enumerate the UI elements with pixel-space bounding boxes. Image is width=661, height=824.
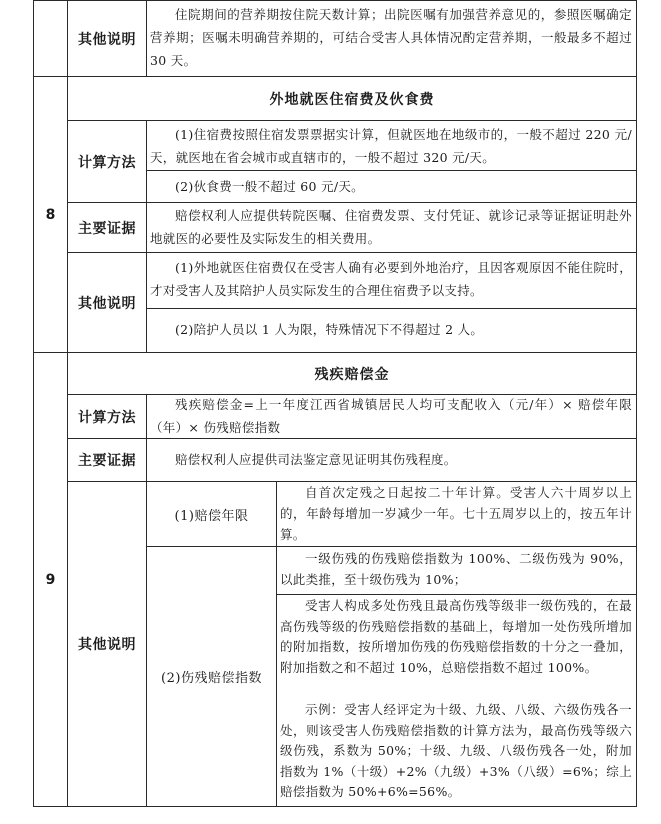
row-divider [67,120,637,121]
row9-other-label: 其他说明 [78,637,136,653]
row9-index-text-1: 一级伤残的伤残赔偿指数为 100%、二级伤残为 90%，以此类推，至十级伤残为 10%； [280,551,632,587]
row9-index-label: (2)伤残赔偿指数 [161,671,262,686]
row9-evidence-label: 主要证据 [78,453,136,469]
row9-calc-text: 残疾赔偿金=上一年度江西省城镇居民人均可支配收入（元/年）× 赔偿年限（年）× 伤残赔偿指数 [150,397,632,435]
row8-other-text-1: (1)外地就医住宿费仅在受害人确有必要到外地治疗，且因客观原因不能住院时，才对受害人及其陪护人员实际发生的合理住宿费予以支持。 [150,260,632,298]
row-divider [67,252,637,253]
row9-years-label: (1)赔偿年限 [174,508,249,524]
row9-years-text: 自首次定残之日起按二十年计算。受害人六十周岁以上的，年龄每增加一岁减少一年。七十五周岁以上的，按五年计算。 [280,485,632,542]
row8-calc-text-1: (1)住宿费按照住宿发票票据实计算，但就医地在地级市的，一般不超过 220 元/天，就医地在省会城市或直辖市的，一般不超过 320 元/天。 [150,127,632,165]
row9-number: 9 [45,571,56,588]
label-column-divider [146,120,147,352]
row8-other-text-2: (2)陪护人员以 1 人为限，特殊情况下不得超过 2 人。 [175,322,484,337]
row8-evidence-label: 主要证据 [78,220,136,237]
row9-evidence-text: 赔偿权利人应提供司法鉴定意见证明其伤残程度。 [175,452,457,467]
row8-other-label: 其他说明 [78,295,136,312]
row8-evidence-text: 赔偿权利人应提供转院医嘱、住宿费发票、支付凭证、就诊记录等证据证明赴外地就医的必要性及实际发生的相关费用。 [150,208,632,246]
row-divider [146,170,637,171]
row9-index-text-2: 受害人构成多处伤残且最高伤残等级非一级伤残的，在最高伤残等级的伤残赔偿指数的基础上，每增加一处伤残所增加的附加指数，按所增加伤残的伤残赔偿指数的十分之一叠加，附加指数之和不超过 10%，总赔偿指数不超过 100%。 [280,598,632,675]
label-column-divider [146,0,147,76]
row9-title: 残疾赔偿金 [314,366,390,383]
row-divider [146,308,637,309]
row8-calc-text-2: (2)伙食费一般不超过 60 元/天。 [175,179,364,194]
row8-number: 8 [45,206,56,223]
row9-index-text-3: 示例：受害人经评定为十级、九级、八级、六级伤残各一处，则该受害人伤残赔偿指数的计算方法为，最高伤残等级六级伤残，系数为 50%；十级、九级、八级伤残各一处，附加指数为 1%（十级）+2%（九级）+3%（八级）=6%；综上赔偿指数为 50%+6%=56%。 [280,702,632,799]
row-divider [67,202,637,203]
row-divider [33,806,637,807]
sub-label-divider [276,481,277,806]
row7-other-text: 住院期间的营养期按住院天数计算；出院医嘱有加强营养意见的，参照医嘱确定营养期；医嘱未明确营养期的，可结合受害人具体情况酌定营养期，一般最多不超过 30 天。 [150,7,632,68]
row8-calc-label: 计算方法 [78,154,136,171]
row-divider [276,594,637,595]
row8-title: 外地就医住宿费及伙食费 [269,91,435,108]
row7-other-label: 其他说明 [78,31,136,48]
row9-calc-label: 计算方法 [78,409,136,426]
